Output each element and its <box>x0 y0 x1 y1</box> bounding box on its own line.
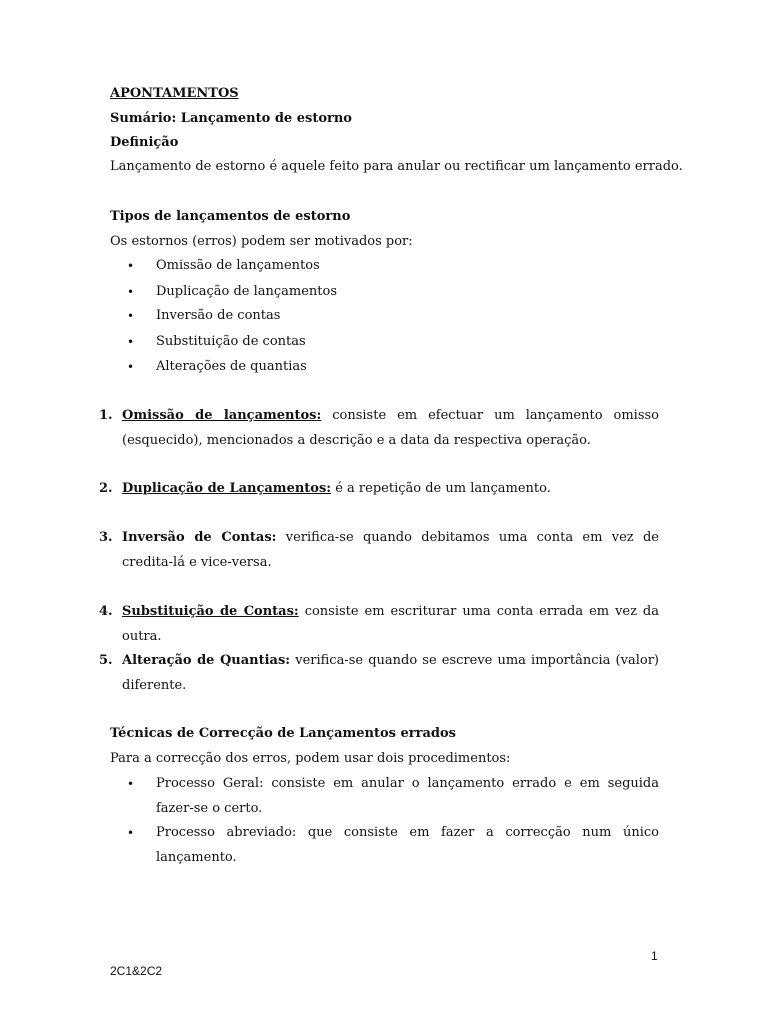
item-term: Omissão de lançamentos: <box>122 408 322 423</box>
bullet-icon: • <box>127 259 135 273</box>
bullet-icon: • <box>127 826 135 840</box>
bullet-icon: • <box>127 335 135 349</box>
definition-text: Lançamento de estorno é aquele feito para anular ou rectificar um lançamento errado. <box>110 159 683 174</box>
item-term: Inversão de Contas: <box>122 530 277 545</box>
techniques-intro: Para a correcção dos erros, podem usar dois procedimentos: <box>110 751 511 766</box>
item-number: 1. <box>99 408 113 423</box>
bullet-icon: • <box>127 285 135 299</box>
types-title: Tipos de lançamentos de estorno <box>110 209 351 224</box>
item-number: 2. <box>99 481 113 496</box>
numbered-item-duplication <box>99 477 659 502</box>
list-item <box>127 821 659 870</box>
item-term: Substituição de Contas: <box>122 604 299 619</box>
page-number: 1 <box>651 949 658 963</box>
item-number: 3. <box>99 530 113 545</box>
item-text: verifica-se quando debitamos uma conta em vez de credita-lá e vice-versa. <box>122 530 659 570</box>
item-term: Duplicação de Lançamentos: <box>122 481 332 496</box>
item-text: é a repetição de um lançamento. <box>331 481 551 496</box>
item-term: Alteração de Quantias: <box>122 653 291 668</box>
list-item-text: Substituição de contas <box>156 334 306 349</box>
bullet-icon: • <box>127 309 135 323</box>
numbered-item-omission <box>99 404 659 453</box>
item-text: consiste em efectuar um lançamento omisso (esquecido), mencionados a descrição e a data da respectiva operação. <box>122 408 659 448</box>
item-number: 4. <box>99 604 113 619</box>
list-item <box>127 772 659 821</box>
item-number: 5. <box>99 653 113 668</box>
item-text: consiste em escriturar uma conta errada em vez da outra. <box>122 604 660 644</box>
list-item-text: Processo Geral: consiste em anular o lançamento errado e em seguida fazer-se o certo. <box>156 776 659 816</box>
list-item-text: Processo abreviado: que consiste em fazer a correcção num único lançamento. <box>156 825 659 865</box>
footer-code: 2C1&2C2 <box>110 964 163 978</box>
numbered-item-inversion <box>99 526 659 575</box>
list-item-text: Duplicação de lançamentos <box>156 284 338 299</box>
list-item-text: Inversão de contas <box>156 308 281 323</box>
types-intro: Os estornos (erros) podem ser motivados por: <box>110 234 413 249</box>
bullet-icon: • <box>127 777 135 791</box>
bullet-icon: • <box>127 360 135 374</box>
numbered-item-amount-change <box>99 649 659 698</box>
techniques-title: Técnicas de Correcção de Lançamentos errados <box>110 726 456 741</box>
summary-line: Sumário: Lançamento de estorno <box>110 111 352 126</box>
numbered-item-substitution <box>99 600 659 649</box>
list-item-text: Omissão de lançamentos <box>156 258 320 273</box>
list-item-text: Alterações de quantias <box>156 359 307 374</box>
document-heading: APONTAMENTOS <box>110 86 239 101</box>
item-text: verifica-se quando se escreve uma importância (valor) diferente. <box>122 653 659 693</box>
definition-title: Definição <box>110 135 179 150</box>
